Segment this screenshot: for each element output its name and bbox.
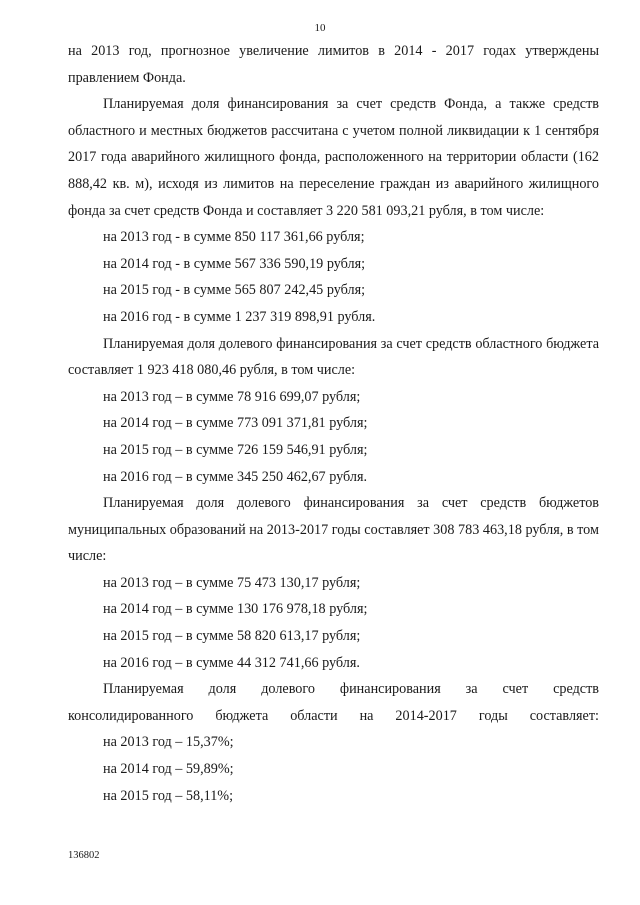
list-item: на 2013 год – 15,37%; — [103, 734, 234, 751]
document-code: 136802 — [68, 850, 100, 861]
list-municipal-by-year — [68, 570, 599, 676]
list-item: на 2015 год – в сумме 58 820 613,17 рубля; — [103, 628, 361, 645]
list-fund-by-year — [68, 224, 599, 330]
paragraph-municipal-budgets: Планируемая доля долевого финансирования за счет средств бюджетов муниципальных образований на 2013-2017 годы составляет 308 783 463,18 рубля, в том числе: — [68, 495, 599, 565]
page-number: 10 — [314, 22, 326, 34]
list-item: на 2014 год – в сумме 773 091 371,81 рубля; — [103, 415, 368, 432]
paragraph-intro-continuation: на 2013 год, прогнозное увеличение лимитов в 2014 - 2017 годах утверждены правлением Фонда. — [68, 43, 599, 86]
list-item: на 2015 год – в сумме 726 159 546,91 рубля; — [103, 441, 368, 458]
document-body — [68, 38, 599, 809]
list-item: на 2016 год – в сумме 345 250 462,67 рубля. — [103, 468, 368, 485]
list-item: на 2016 год - в сумме 1 237 319 898,91 рубля. — [103, 308, 376, 325]
list-regional-by-year — [68, 384, 599, 490]
list-consolidated-by-year — [68, 729, 599, 809]
list-item: на 2013 год - в сумме 850 117 361,66 рубля; — [103, 229, 365, 246]
list-item: на 2015 год – 58,11%; — [103, 787, 234, 804]
list-item: на 2014 год – 59,89%; — [103, 761, 234, 778]
paragraph-fund-financing: Планируемая доля финансирования за счет средств Фонда, а также средств областного и местных бюджетов рассчитана с учетом полной ликвидации к 1 сентября 2017 года аварийного жилищного фонда, расположенного на территории области (162 888,42 кв. м), исходя из лимитов на переселение граждан из аварийного жилищного фонда за счет средств Фонда и составляет 3 220 581 093,21 рубля, в том числе: — [68, 96, 599, 219]
list-item: на 2014 год – в сумме 130 176 978,18 рубля; — [103, 601, 368, 618]
list-item: на 2013 год – в сумме 78 916 699,07 рубля; — [103, 388, 361, 405]
list-item: на 2014 год - в сумме 567 336 590,19 рубля; — [103, 255, 366, 272]
list-item: на 2016 год – в сумме 44 312 741,66 рубля. — [103, 654, 360, 671]
paragraph-consolidated-budget: Планируемая доля долевого финансирования за счет средств консолидированного бюджета области на 2014-2017 годы составляет: — [68, 681, 599, 724]
list-item: на 2013 год – в сумме 75 473 130,17 рубля; — [103, 574, 361, 591]
list-item: на 2015 год - в сумме 565 807 242,45 рубля; — [103, 282, 366, 299]
paragraph-regional-budget: Планируемая доля долевого финансирования за счет средств областного бюджета составляет 1 923 418 080,46 рубля, в том числе: — [68, 335, 599, 379]
